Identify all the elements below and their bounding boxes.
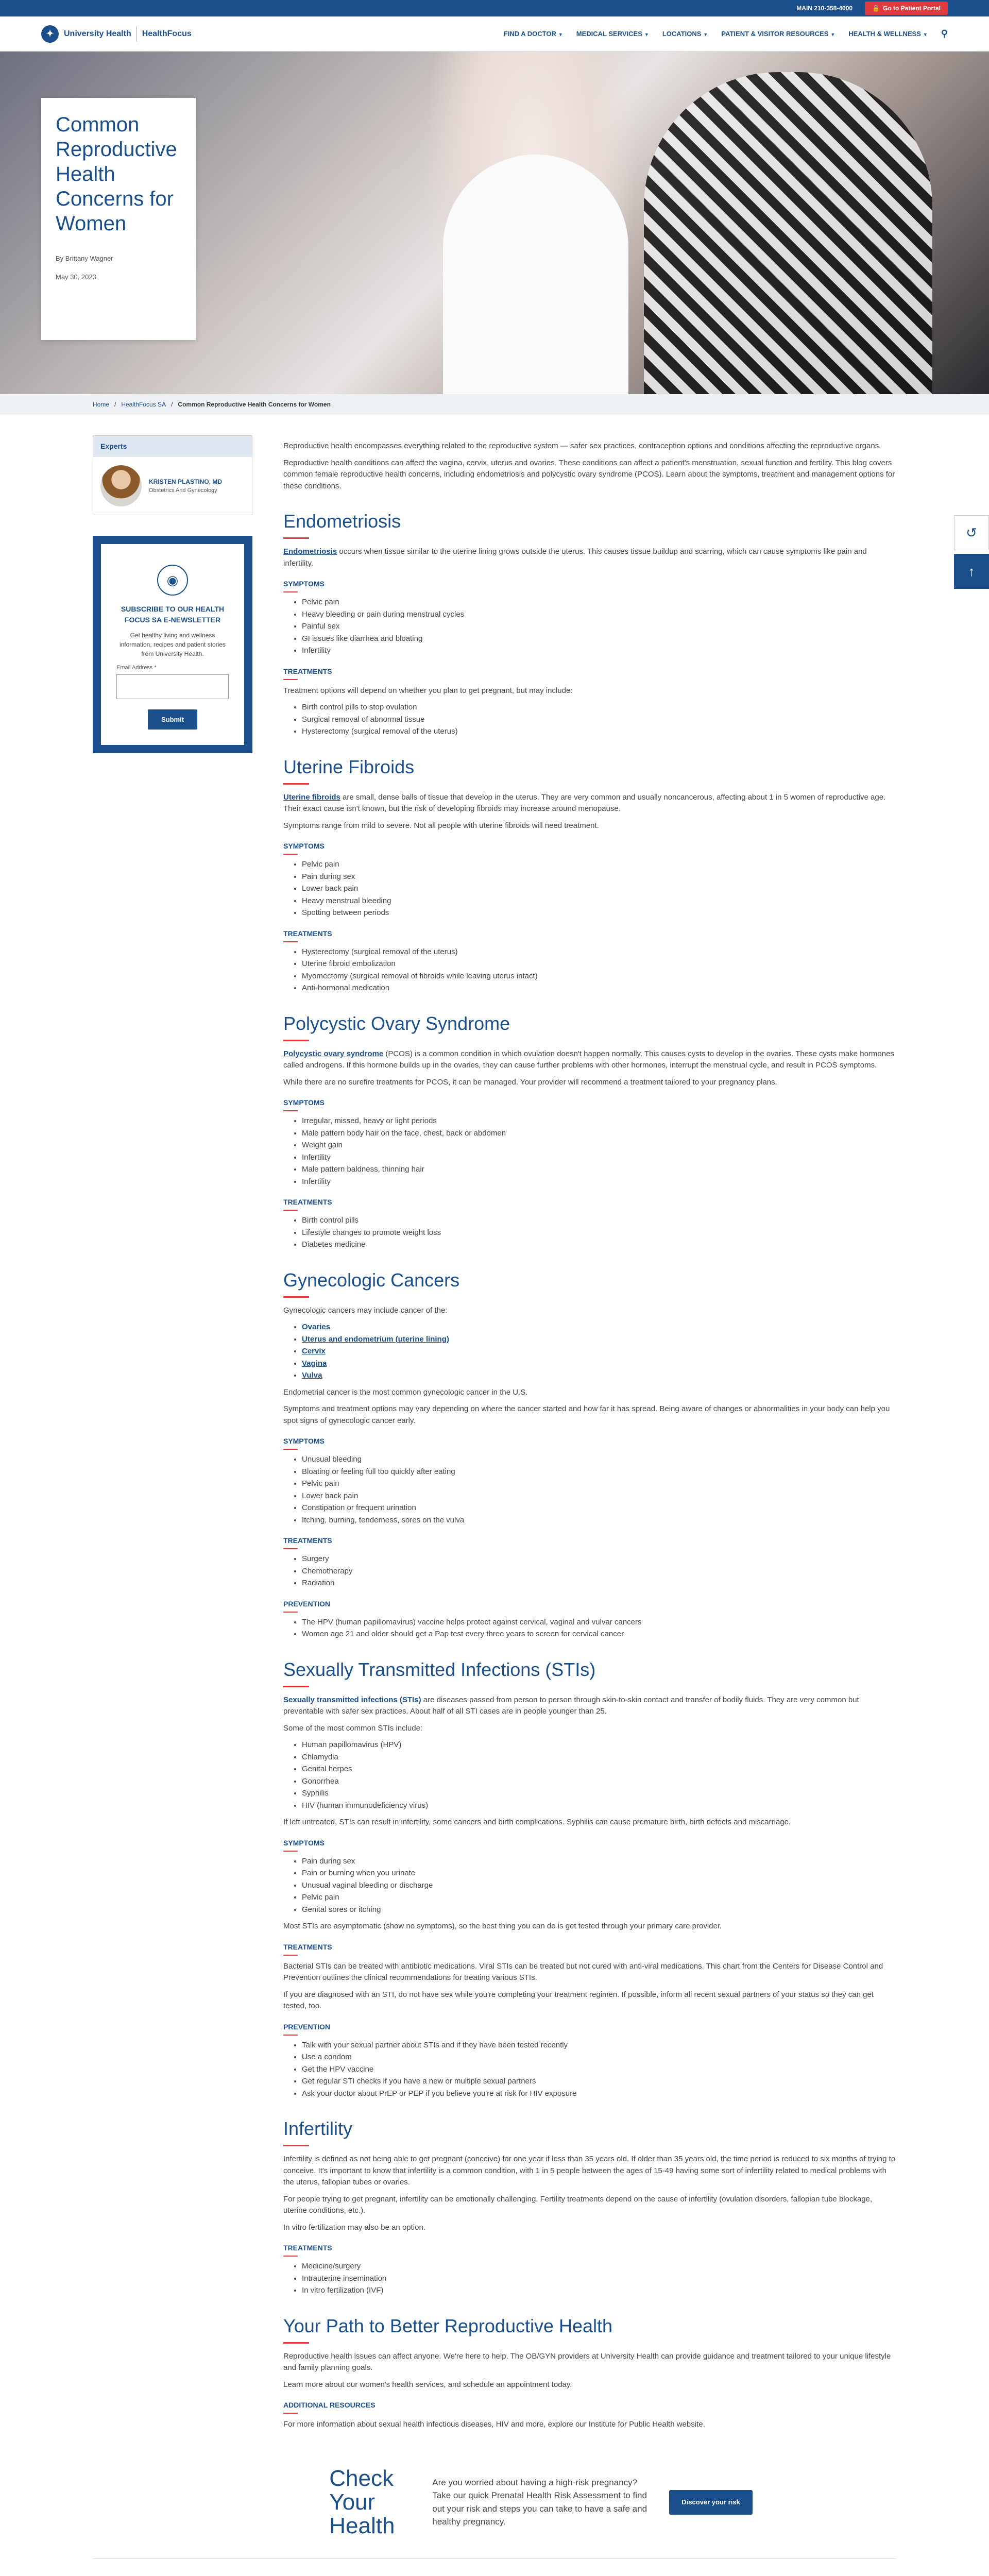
newsletter-title: SUBSCRIBE TO OUR HEALTH FOCUS SA E-NEWSLETTER xyxy=(121,605,225,624)
submit-button[interactable]: Submit xyxy=(148,709,197,730)
list-item: • Ask your doctor about PrEP or PEP if you believe you're at risk for HIV exposure xyxy=(302,2088,896,2100)
list-item: • Surgical removal of abnormal tissue xyxy=(302,714,896,726)
subheading-rule xyxy=(283,2413,298,2414)
list-item: • In vitro fertilization (IVF) xyxy=(302,2285,896,2297)
list-item: • Chlamydia xyxy=(302,1752,896,1764)
paragraph-text: Symptoms range from mild to severe. Not all people with uterine fibroids will need treatment. xyxy=(283,821,599,830)
list-item: • Weight gain xyxy=(302,1140,896,1151)
subheading-rule xyxy=(283,1612,298,1613)
hero-banner xyxy=(0,52,989,394)
list-item: • Radiation xyxy=(302,1578,896,1589)
section-heading: Uterine Fibroids xyxy=(283,756,415,777)
lock-icon: 🔒 xyxy=(872,5,880,12)
subsection-heading: SYMPTOMS xyxy=(283,1098,325,1107)
chevron-down-icon: ▼ xyxy=(558,31,563,37)
cancer-type-link[interactable]: Vagina xyxy=(302,1359,327,1368)
section-paragraph xyxy=(283,2194,896,2217)
section-heading: Polycystic Ovary Syndrome xyxy=(283,1012,510,1034)
subheading-rule xyxy=(283,2035,298,2036)
intro-paragraph: Reproductive health encompasses everything related to the reproductive system — safer sex practices, contraception options and conditions affecting the reproductive organs. xyxy=(283,442,881,450)
back-to-top-icon[interactable]: ↑ xyxy=(954,554,989,589)
subheading-rule xyxy=(283,591,298,592)
bullet-list xyxy=(302,1454,896,1526)
chevron-down-icon: ▼ xyxy=(703,31,708,37)
section-paragraph xyxy=(283,1694,896,1718)
subheading-rule xyxy=(283,1210,298,1211)
list-item: • Get regular STI checks if you have a new or multiple sexual partners xyxy=(302,2076,896,2088)
section-paragraph xyxy=(283,792,896,815)
subheading-rule xyxy=(283,1548,298,1549)
publish-date: May 30, 2023 xyxy=(56,273,96,281)
cta-title: Check Your Health xyxy=(329,2465,395,2538)
hero-image-patient xyxy=(644,72,932,394)
search-icon[interactable]: ⚲ xyxy=(941,28,948,39)
subheading-rule xyxy=(283,1110,298,1111)
nav-item-find-doctor[interactable]: FIND A DOCTOR ▼ xyxy=(503,29,563,38)
list-item: • Lower back pain xyxy=(302,1490,896,1502)
list-item: • Surgery xyxy=(302,1553,896,1565)
subsection-text: If you are diagnosed with an STI, do not have sex while you're completing your treatment regimen. If possible, inform all recent sexual partners of your status so they can get tested, too. xyxy=(283,1990,874,2010)
check-health-cta xyxy=(0,2467,989,2538)
list-item: • Painful sex xyxy=(302,621,896,633)
patient-portal-button[interactable]: 🔒 Go to Patient Portal xyxy=(865,2,948,15)
list-item xyxy=(302,1321,896,1333)
list-item: • Heavy bleeding or pain during menstrual cycles xyxy=(302,609,896,621)
healthfocus-logo-text: HealthFocus xyxy=(142,29,192,38)
section-paragraph: Most STIs are asymptomatic (show no symptoms), so the best thing you can do is get tested through your primary care provider. xyxy=(283,1922,722,1930)
keyword-link[interactable]: Uterine fibroids xyxy=(283,792,340,802)
main-nav xyxy=(504,27,948,41)
newsletter-icon: ◉ xyxy=(157,565,188,596)
list-item: • Talk with your sexual partner about STIs and if they have been tested recently xyxy=(302,2040,896,2052)
sti-list xyxy=(302,1739,896,1811)
main-content xyxy=(0,415,989,2436)
experts-box xyxy=(93,435,252,515)
list-item: • Uterine fibroid embolization xyxy=(302,958,896,970)
keyword-link[interactable]: Endometriosis xyxy=(283,547,337,556)
site-logo[interactable] xyxy=(41,25,192,43)
list-item: • Infertility xyxy=(302,645,896,657)
subheading-rule xyxy=(283,679,298,680)
section-heading: Infertility xyxy=(283,2118,353,2139)
subsection-heading: TREATMENTS xyxy=(283,1198,332,1206)
subsection-heading: ADDITIONAL RESOURCES xyxy=(283,2401,376,2409)
list-item: • Genital herpes xyxy=(302,1764,896,1775)
subsection-heading: SYMPTOMS xyxy=(283,842,325,850)
heading-rule xyxy=(283,2145,309,2146)
nav-item-medical-services[interactable]: MEDICAL SERVICES ▼ xyxy=(576,29,649,38)
paragraph-text: are small, dense balls of tissue that develop in the uterus. They are very common and usually noncancerous, affecting about 1 in 5 women of reproductive age. Their exact cause isn't known, but the risk of developing fibroids may increase around menopause. xyxy=(283,792,886,813)
newsletter-box xyxy=(93,536,252,753)
list-item: • Unusual vaginal bleeding or discharge xyxy=(302,1880,896,1892)
nav-item-patient-resources[interactable]: PATIENT & VISITOR RESOURCES ▼ xyxy=(721,29,835,38)
breadcrumb-separator: / xyxy=(114,401,116,408)
list-item: • Pelvic pain xyxy=(302,1478,896,1490)
sidebar xyxy=(93,435,252,2436)
section-paragraph: Endometrial cancer is the most common gynecologic cancer in the U.S. xyxy=(283,1387,528,1397)
cancer-type-link[interactable]: Vulva xyxy=(302,1371,322,1380)
cta-text: Are you worried about having a high-risk pregnancy? Take our quick Prenatal Health Risk Assessment to find out your risk and steps you can take to have a safe and healthy pregnancy. xyxy=(432,2477,647,2527)
list-item: • Lifestyle changes to promote weight loss xyxy=(302,1227,896,1239)
page-title: Common Reproductive Health Concerns for Women xyxy=(56,113,177,235)
subheading-rule xyxy=(283,1851,298,1852)
heading-rule xyxy=(283,537,309,539)
bullet-list xyxy=(302,1115,896,1188)
heading-rule xyxy=(283,2342,309,2344)
section-paragraph xyxy=(283,2379,896,2391)
section-paragraph xyxy=(283,2351,896,2374)
list-item: • Lower back pain xyxy=(302,883,896,895)
list-item: • Constipation or frequent urination xyxy=(302,1502,896,1514)
section-paragraph: If left untreated, STIs can result in infertility, some cancers and birth complications. Syphilis can cause premature birth, birth defects and miscarriage. xyxy=(283,1818,791,1826)
email-label: Email Address * xyxy=(116,665,157,671)
list-item: • Infertility xyxy=(302,1176,896,1188)
paragraph-text: Some of the most common STIs include: xyxy=(283,1723,423,1733)
section-paragraph xyxy=(283,546,896,569)
subsection-heading: SYMPTOMS xyxy=(283,580,325,588)
bullet-list xyxy=(302,2040,896,2100)
list-item: • Pelvic pain xyxy=(302,859,896,871)
paragraph-text: Gynecologic cancers may include cancer of the: xyxy=(283,1306,448,1315)
heading-rule xyxy=(283,1686,309,1687)
list-item: • Birth control pills xyxy=(302,1215,896,1227)
list-item xyxy=(302,1334,896,1346)
bullet-list xyxy=(302,1553,896,1589)
list-item: • Pain during sex xyxy=(302,1856,896,1868)
utility-bar xyxy=(0,0,989,16)
subsection-heading: TREATMENTS xyxy=(283,1536,332,1545)
subheading-rule xyxy=(283,1449,298,1450)
list-item: • Unusual bleeding xyxy=(302,1454,896,1466)
list-item: • Pelvic pain xyxy=(302,1892,896,1904)
paragraph-text: Learn more about our women's health services, and schedule an appointment today. xyxy=(283,2380,572,2389)
paragraph-text: occurs when tissue similar to the uterine lining grows outside the uterus. This causes tissue buildup and scarring, which can cause symptoms like pain and infertility. xyxy=(283,547,867,568)
expert-card[interactable] xyxy=(93,457,252,515)
share-icon[interactable]: ↺ xyxy=(954,515,989,550)
section-paragraph xyxy=(283,820,896,832)
bullet-list xyxy=(302,702,896,738)
hero-image-coat xyxy=(443,155,628,394)
list-item: • Pelvic pain xyxy=(302,597,896,608)
list-item: • Pain or burning when you urinate xyxy=(302,1868,896,1879)
cancer-type-list xyxy=(302,1321,896,1382)
bullet-list xyxy=(302,1617,896,1640)
site-header xyxy=(0,16,989,52)
bullet-list xyxy=(302,2261,896,2297)
subsection-heading: TREATMENTS xyxy=(283,929,332,938)
section-paragraph xyxy=(283,2154,896,2189)
list-item: • GI issues like diarrhea and bloating xyxy=(302,633,896,645)
list-item: • Get the HPV vaccine xyxy=(302,2064,896,2076)
list-item: • Women age 21 and older should get a Pap test every three years to screen for cervical cancer xyxy=(302,1629,896,1640)
heading-rule xyxy=(283,783,309,785)
breadcrumb-current: Common Reproductive Health Concerns for Women xyxy=(178,401,331,408)
list-item xyxy=(302,1346,896,1358)
subsection-heading: TREATMENTS xyxy=(283,667,332,675)
list-item: • Syphilis xyxy=(302,1788,896,1800)
nav-item-health-wellness[interactable]: HEALTH & WELLNESS ▼ xyxy=(848,29,928,38)
bullet-list xyxy=(302,597,896,657)
list-item: • Hysterectomy (surgical removal of the uterus) xyxy=(302,726,896,738)
bullet-list xyxy=(302,859,896,919)
list-item: • The HPV (human papillomavirus) vaccine helps protect against cervical, vaginal and vulvar cancers xyxy=(302,1617,896,1629)
list-item: • Male pattern body hair on the face, chest, back or abdomen xyxy=(302,1128,896,1140)
chevron-down-icon: ▼ xyxy=(644,31,649,37)
keyword-link[interactable]: Sexually transmitted infections (STIs) xyxy=(283,1695,421,1704)
section-paragraph xyxy=(283,1077,896,1089)
list-item: • Male pattern baldness, thinning hair xyxy=(302,1164,896,1176)
breadcrumb-section[interactable]: HealthFocus SA xyxy=(121,401,166,408)
discover-risk-button[interactable]: Discover your risk xyxy=(669,2490,752,2515)
section-paragraph xyxy=(283,1723,896,1735)
section-heading: Sexually Transmitted Infections (STIs) xyxy=(283,1658,596,1680)
list-item: • Use a condom xyxy=(302,2052,896,2063)
chevron-down-icon: ▼ xyxy=(830,31,835,37)
breadcrumb-separator: / xyxy=(171,401,173,408)
logo-mark-icon: ✦ xyxy=(41,25,59,43)
chevron-down-icon: ▼ xyxy=(923,31,928,37)
section-heading: Endometriosis xyxy=(283,511,401,532)
author-byline: By Brittany Wagner xyxy=(56,255,113,262)
list-item: • Bloating or feeling full too quickly after eating xyxy=(302,1466,896,1478)
phone-label: MAIN 210-358-4000 xyxy=(796,5,853,12)
expert-name[interactable]: KRISTEN PLASTINO, MD xyxy=(149,478,223,485)
list-item: • Hysterectomy (surgical removal of the uterus) xyxy=(302,946,896,958)
avatar xyxy=(100,465,142,506)
cancer-type-link[interactable]: Ovaries xyxy=(302,1323,331,1331)
list-item: • Diabetes medicine xyxy=(302,1239,896,1251)
paragraph-text: (PCOS) is a common condition in which ovulation doesn't happen normally. This causes cysts to develop in the ovaries. These cysts make hormones called androgens. If this hormone builds up in the ovaries, they can cause further problems with other hormones, interrupt the menstrual cycle, and result in PCOS symptoms. xyxy=(283,1049,894,1070)
section-paragraph: Symptoms and treatment options may vary depending on where the cancer started and how far it has spread. Being aware of changes or abnormalities in your body can help you spot signs of gynecologic cancer early. xyxy=(283,1404,890,1425)
section-heading: Your Path to Better Reproductive Health xyxy=(283,2315,613,2336)
expert-role: Obstetrics And Gynecology xyxy=(149,487,217,494)
list-item xyxy=(302,1370,896,1382)
heading-rule xyxy=(283,1296,309,1298)
main-phone-link[interactable]: 210-358-4000 xyxy=(814,5,853,12)
subsection-text: Bacterial STIs can be treated with antibiotic medications. Viral STIs can be treated but not cured with anti-viral medications. This chart from the Centers for Disease Control and Prevention outlines the clinical recommendations for treating various STIs. xyxy=(283,1961,883,1982)
section-paragraph: In vitro fertilization may also be an option. xyxy=(283,2223,425,2232)
list-item: • HIV (human immunodeficiency virus) xyxy=(302,1800,896,1812)
paragraph-text: are diseases passed from person to person through skin-to-skin contact and transfer of bodily fluids. They are very common but preventable with safer sex practices. About half of all STI cases are in people younger than 25. xyxy=(283,1695,859,1716)
bullet-list xyxy=(302,1856,896,1916)
intro-paragraph: Reproductive health conditions can affect the vagina, cervix, uterus and ovaries. These conditions can affect a patient's menstruation, sexual function and fertility. This blog covers common female reproductive health concerns, including endometriosis and polycystic ovary syndrome (PCOS). Learn about the symptoms, treatment and management options for these conditions. xyxy=(283,458,895,490)
list-item: • Pain during sex xyxy=(302,871,896,883)
subheading-rule xyxy=(283,2256,298,2257)
list-item: • Anti-hormonal medication xyxy=(302,982,896,994)
paragraph-text: Reproductive health issues can affect anyone. We're here to help. The OB/GYN providers at University Health can provide guidance and treatment tailored to your unique lifestyle and family planning goals. xyxy=(283,2351,891,2372)
list-item: • Irregular, missed, heavy or light periods xyxy=(302,1115,896,1127)
list-item: • Spotting between periods xyxy=(302,907,896,919)
bullet-list xyxy=(302,946,896,994)
logo-text: University Health xyxy=(64,29,131,38)
experts-heading: Experts xyxy=(93,436,252,457)
cancer-type-link[interactable]: Uterus and endometrium (uterine lining) xyxy=(302,1334,449,1344)
section-paragraph xyxy=(283,1048,896,1072)
heading-rule xyxy=(283,1040,309,1041)
subsection-heading: PREVENTION xyxy=(283,1599,331,1608)
list-item: • Chemotherapy xyxy=(302,1566,896,1578)
subsection-text: Treatment options will depend on whether you plan to get pregnant, but may include: xyxy=(283,686,573,695)
section-paragraph xyxy=(283,1305,896,1317)
list-item: • Human papillomavirus (HPV) xyxy=(302,1739,896,1751)
subsection-heading: SYMPTOMS xyxy=(283,1838,325,1847)
subsection-heading: TREATMENTS xyxy=(283,2244,332,2252)
list-item: • Gonorrhea xyxy=(302,1776,896,1788)
subsection-text: For more information about sexual health infectious diseases, HIV and more, explore our Institute for Public Health website. xyxy=(283,2420,705,2429)
subsection-heading: PREVENTION xyxy=(283,2022,331,2031)
subheading-rule xyxy=(283,854,298,855)
paragraph-text: Infertility is defined as not being able to get pregnant (conceive) for one year if less than 35 years old. If older than 35 years old, the time period is reduced to six months of trying to conceive. It's important to know that infertility is a common condition, with 1 in 5 people between the ages of 15-49 having some sort of infertility related to medical problems with the uterus, fallopian tubes or ovaries. xyxy=(283,2155,896,2187)
breadcrumb xyxy=(0,394,989,415)
hero-title-card xyxy=(41,98,196,340)
list-item: • Infertility xyxy=(302,1152,896,1164)
breadcrumb-home[interactable]: Home xyxy=(93,401,110,408)
section-heading: Gynecologic Cancers xyxy=(283,1269,460,1291)
cancer-type-link[interactable]: Cervix xyxy=(302,1347,326,1355)
nav-item-locations[interactable]: LOCATIONS ▼ xyxy=(662,29,708,38)
list-item: • Genital sores or itching xyxy=(302,1904,896,1916)
list-item: • Heavy menstrual bleeding xyxy=(302,895,896,907)
list-item: • Medicine/surgery xyxy=(302,2261,896,2273)
list-item: • Intrauterine insemination xyxy=(302,2273,896,2285)
related-content xyxy=(93,2558,896,2576)
subsection-heading: SYMPTOMS xyxy=(283,1437,325,1445)
paragraph-text: While there are no surefire treatments for PCOS, it can be managed. Your provider will recommend a treatment tailored to your pregnancy plans. xyxy=(283,1077,777,1087)
list-item: • Birth control pills to stop ovulation xyxy=(302,702,896,714)
keyword-link[interactable]: Polycystic ovary syndrome xyxy=(283,1049,384,1058)
newsletter-text: Get healthy living and wellness information, recipes and patient stories from University Health. xyxy=(119,632,226,657)
bullet-list xyxy=(302,1215,896,1251)
paragraph-text: For people trying to get pregnant, infertility can be emotionally challenging. Fertility treatments depend on the cause of infertility (ovulation disorders, fallopian tube blockage, uterine conditions, etc.). xyxy=(283,2194,873,2215)
list-item xyxy=(302,1358,896,1370)
article-body xyxy=(283,435,896,2436)
list-item: • Itching, burning, tenderness, sores on the vulva xyxy=(302,1515,896,1527)
subsection-heading: TREATMENTS xyxy=(283,1942,332,1951)
list-item: • Myomectomy (surgical removal of fibroids while leaving uterus intact) xyxy=(302,971,896,982)
subheading-rule xyxy=(283,941,298,942)
email-field[interactable] xyxy=(116,674,229,699)
subheading-rule xyxy=(283,1955,298,1956)
